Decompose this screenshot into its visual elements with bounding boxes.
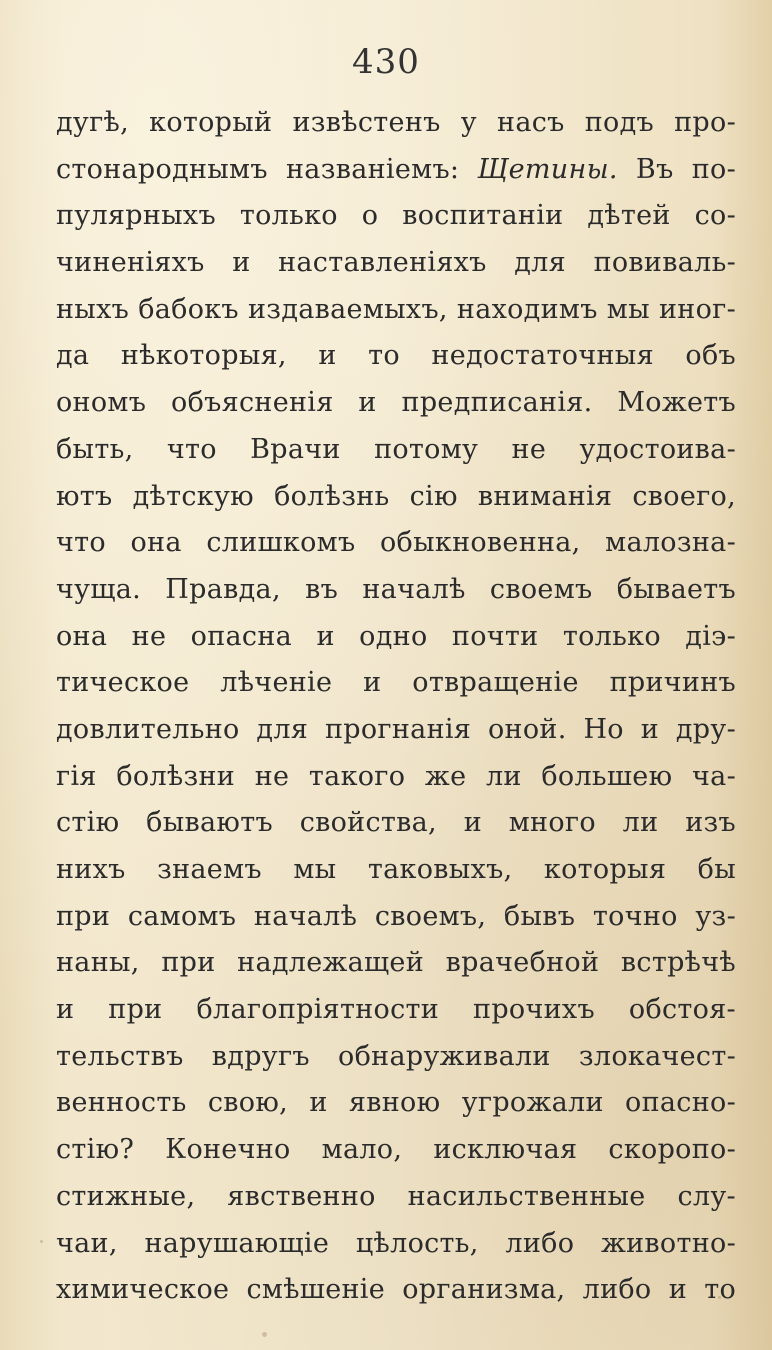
text-line <box>56 147 736 194</box>
text-segment: стонароднымъ названіемъ: <box>56 153 478 185</box>
text-line: нихъ знаемъ мы таковыхъ, которыя бы <box>56 854 736 885</box>
paper-speck <box>718 1296 721 1299</box>
text-line: стижные, явственно насильственные слу- <box>56 1180 736 1212</box>
paper-speck <box>40 1240 43 1243</box>
text-line: что она слишкомъ обыкновенна, малозна- <box>56 527 736 559</box>
body-text <box>56 100 736 1314</box>
text-line: чуща. Правда, въ началѣ своемъ бываетъ <box>56 573 736 605</box>
text-line: наны, при надлежащей врачебной встрѣчѣ <box>56 947 736 979</box>
text-line: да нѣкоторыя, и то недостаточныя объ <box>56 340 736 372</box>
text-line: чаи, нарушающіе цѣлость, либо животно- <box>56 1227 736 1259</box>
page-number: 430 <box>352 42 420 82</box>
text-line: гія болѣзни не такого же ли большею ча- <box>56 760 736 792</box>
text-line: при самомъ началѣ своемъ, бывъ точно уз- <box>56 900 736 932</box>
text-line: и при благопріятности прочихъ обстоя- <box>56 994 736 1026</box>
text-line: чиненіяхъ и наставленіяхъ для повиваль- <box>56 247 736 279</box>
text-line: стію? Конечно мало, исключая скоропо- <box>56 1134 736 1166</box>
text-line: ономъ объясненія и предписанія. Можетъ <box>56 387 736 419</box>
text-line: тическое лѣченіе и отвращеніе причинъ <box>56 667 736 699</box>
italic-term: Щетины. <box>477 153 618 185</box>
text-segment: Въ по- <box>617 153 736 185</box>
text-line: ютъ дѣтскую болѣзнь сію вниманія своего, <box>56 480 736 512</box>
text-line: тельствъ вдругъ обнаруживали злокачест- <box>56 1040 736 1072</box>
text-line: быть, что Врачи потому не удостоива- <box>56 433 736 465</box>
text-line: химическое смѣшеніе организма, либо и то <box>56 1274 736 1306</box>
text-line: довлительно для прогнанія оной. Но и дру- <box>56 713 736 745</box>
text-line: дугѣ, который извѣстенъ у насъ подъ про- <box>56 107 736 138</box>
text-line: ныхъ бабокъ издаваемыхъ, находимъ мы иног- <box>56 293 736 325</box>
text-line: пулярныхъ только о воспитаніи дѣтей со- <box>56 200 736 232</box>
text-line: она не опасна и одно почти только діэ- <box>56 620 736 652</box>
text-line: стію бываютъ свойства, и много ли изъ <box>56 807 736 839</box>
paper-speck <box>262 1332 267 1337</box>
text-line: венность свою, и явною угрожали опасно- <box>56 1087 736 1119</box>
